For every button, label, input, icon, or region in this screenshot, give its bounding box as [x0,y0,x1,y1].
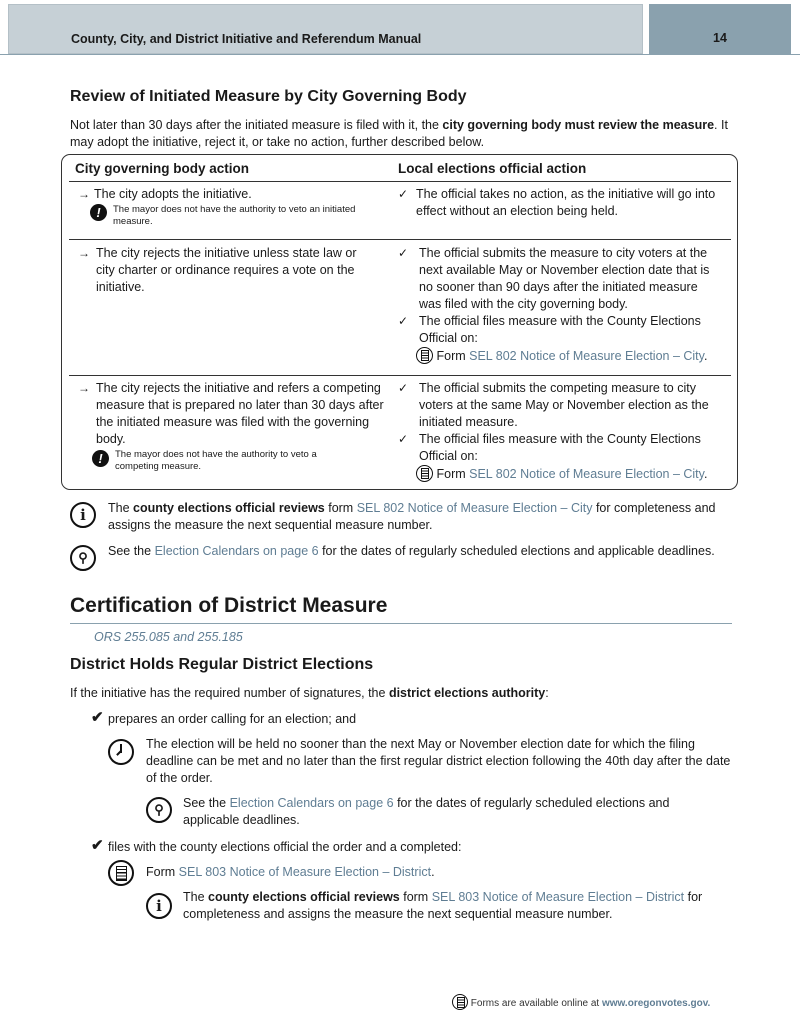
arrow-icon: → [78,246,90,260]
form-link-sel802[interactable]: SEL 802 Notice of Measure Election – City [356,501,593,515]
row2-official-action-1: The official submits the measure to city voters at the next available May or November election date that is no sooner than 90 days after the initiated measure was filed with the city governing body. [419,246,710,311]
warning-icon: ! [92,450,109,467]
form-icon [452,994,468,1010]
page-header [8,4,791,54]
district-step-1: prepares an order calling for an election; and [108,712,357,726]
row3-city-action: The city rejects the initiative and refers a competing measure that is prepared no later than 30 days after the initiated measure was filed with the governing body. [96,381,384,446]
subheading-district-elections: District Holds Regular District Elections [70,656,374,673]
arrow-icon: → [78,381,90,395]
row2-form-line: Form SEL 802 Notice of Measure Election – City. [398,347,723,365]
check-icon: ✓ [398,314,409,328]
form-icon [416,347,433,364]
table-header-divider [69,181,731,182]
row1-city-cell [78,186,378,228]
section-heading-certification: Certification of District Measure [70,594,388,617]
row3-official-cell [398,380,723,483]
see-election-calendars-2: See the Election Calendars on page 6 for the dates of regularly scheduled elections and applicable deadlines. [183,796,670,827]
info-icon: i [146,893,172,919]
warning-icon: ! [90,204,107,221]
row1-official-action: The official takes no action, as the initiative will go into effect without an election being held. [416,187,716,218]
check-icon: ✓ [398,246,409,260]
form-icon [108,860,134,886]
section-heading-review: Review of Initiated Measure by City Governing Body [70,88,467,105]
link-election-calendars[interactable]: Election Calendars on page 6 [229,796,394,810]
form-link-sel803[interactable]: SEL 803 Notice of Measure Election – District [178,865,432,879]
row2-city-action: The city rejects the initiative unless state law or city charter or ordinance requires a vote on the initiative. [96,246,357,294]
row2-city-cell [78,245,378,296]
row-divider [69,239,731,240]
row1-city-note: The mayor does not have the authority to veto an initiated measure. [113,204,356,227]
page-footer: Forms are available online at www.oregonvotes.gov. [452,994,710,1012]
form-link-sel803[interactable]: SEL 803 Notice of Measure Election – District [431,890,685,904]
check-icon: ✓ [398,187,409,201]
see-election-calendars: See the Election Calendars on page 6 for the dates of regularly scheduled elections and applicable deadlines. [108,544,715,558]
form-link-sel802[interactable]: SEL 802 Notice of Measure Election – City [469,467,704,481]
row2-official-cell [398,245,723,365]
form-link-sel802[interactable]: SEL 802 Notice of Measure Election – City [469,349,704,363]
info-icon: i [70,502,96,528]
row3-city-cell [78,380,390,473]
ors-citation: ORS 255.085 and 255.185 [94,630,243,644]
check-icon: ✓ [398,381,409,395]
row-divider [69,375,731,376]
section-underline [70,623,732,624]
header-title-bar [8,4,643,54]
row1-official-cell [398,186,723,220]
header-page-box [649,4,791,54]
check-icon: ✓ [398,432,409,446]
footer-link-oregonvotes[interactable]: www.oregonvotes.gov [601,998,708,1009]
page-number: 14 [713,31,727,45]
action-table [61,154,738,490]
row1-city-action: The city adopts the initiative. [94,187,252,201]
district-form-line: Form SEL 803 Notice of Measure Election – District. [146,865,435,879]
magnifier-icon: ⚲ [70,545,96,571]
arrow-icon: → [78,187,90,201]
link-election-calendars[interactable]: Election Calendars on page 6 [154,544,319,558]
section-intro: Not later than 30 days after the initiated measure is filed with it, the city governing body must review the measure. It may adopt the initiative, reject it, or take no action, further described below. [70,118,728,149]
info-review-sel802: The county elections official reviews form SEL 802 Notice of Measure Election – City for completeness and assigns the measure the next sequential measure number. [108,501,716,532]
header-divider [0,54,800,55]
district-intro: If the initiative has the required number of signatures, the district elections authority: [70,686,549,700]
check-icon: ✔ [91,837,104,854]
election-timing-note: The election will be held no sooner than the next May or November election date for which the filing deadline can be met and no later than the first regular district election following the 40th day after the date of the order. [146,737,731,785]
row3-form-line: Form SEL 802 Notice of Measure Election – City. [398,465,723,483]
row3-official-action-2: The official files measure with the County Elections Official on: [419,432,701,463]
col-header-official: Local elections official action [398,161,587,176]
form-icon [416,465,433,482]
magnifier-icon: ⚲ [146,797,172,823]
col-header-city: City governing body action [75,161,250,176]
row3-city-note: The mayor does not have the authority to veto a competing measure. [115,449,317,472]
check-icon: ✔ [91,709,104,726]
row2-official-action-2: The official files measure with the County Elections Official on: [419,314,701,345]
district-step-2: files with the county elections official the order and a completed: [108,840,462,854]
header-title: County, City, and District Initiative and Referendum Manual [71,32,422,46]
clock-icon [108,739,134,765]
row3-official-action-1: The official submits the competing measure to city voters at the same May or November election as the initiated measure. [419,381,709,429]
info-review-sel803: The county elections official reviews form SEL 803 Notice of Measure Election – District for completeness and assigns the measure the next sequential measure number. [183,890,703,921]
